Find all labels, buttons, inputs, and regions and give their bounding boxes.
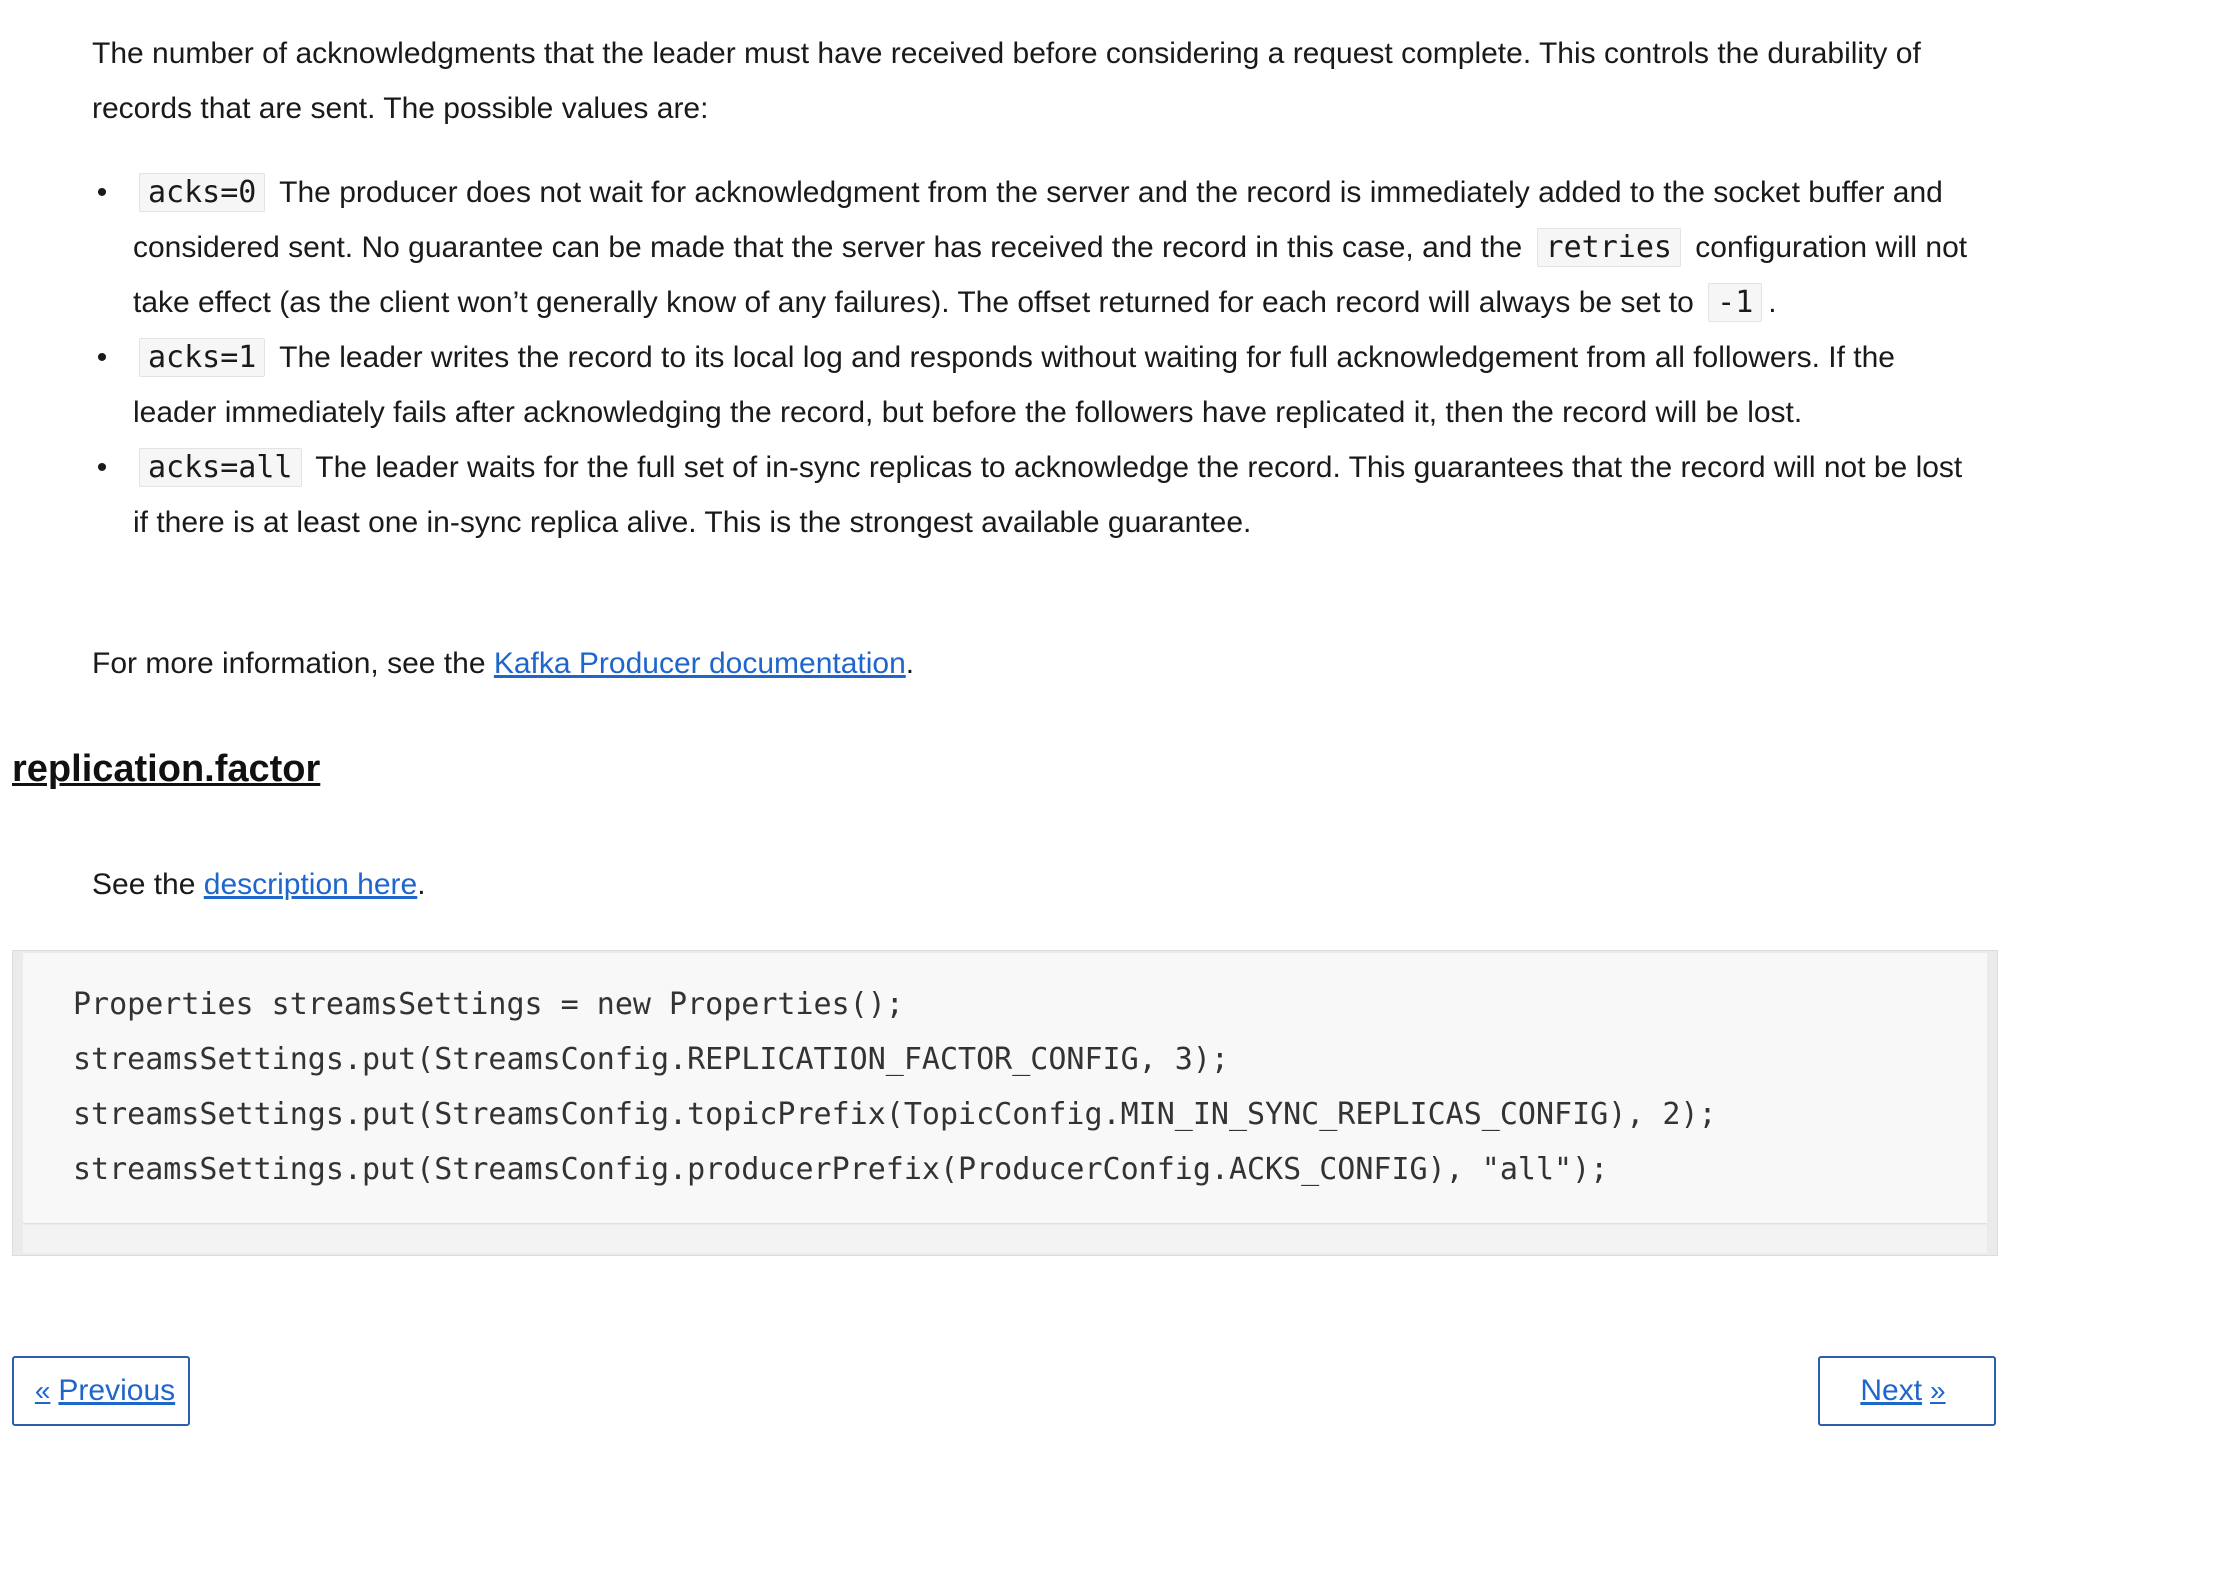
inline-code-acks-1: acks=1 xyxy=(139,338,265,377)
more-info-paragraph xyxy=(92,636,1962,691)
more-info-suffix: . xyxy=(905,647,915,680)
acks-1-description: The leader writes the record to its local log and responds without waiting for full acknowledgement from all followers. If the leader immediately fails after acknowledging the record, but before the followers have replicated it, then the record will be lost. xyxy=(133,341,1895,429)
code-line: streamsSettings.put(StreamsConfig.topicPrefix(TopicConfig.MIN_IN_SYNC_REPLICAS_CONFIG), 2); xyxy=(73,1097,1717,1132)
acks-all-description: The leader waits for the full set of in-sync replicas to acknowledge the record. This guarantees that the record will not be lost if there is at least one in-sync replica alive. This is the strongest available guarantee. xyxy=(133,451,1963,539)
kafka-producer-docs-link[interactable]: Kafka Producer documentation xyxy=(493,647,906,680)
acks-0-description-part1: The producer does not wait for acknowledgment from the server and the record is immediately added to the socket buffer and considered sent. No guarantee can be made that the server has received the record in this case, and the xyxy=(133,176,1943,264)
acks-values-list xyxy=(92,165,1969,550)
inline-code-retries: retries xyxy=(1537,228,1681,267)
acks-0-description-part2: configuration will not take effect (as the client won’t generally know of any failures). The offset returned for each record will always be set to xyxy=(133,231,1968,319)
see-suffix: . xyxy=(417,868,426,901)
bullet-icon: • xyxy=(96,176,108,209)
inline-code-minus-one: -1 xyxy=(1708,283,1762,322)
next-button[interactable] xyxy=(1818,1356,1996,1426)
bullet-icon: • xyxy=(96,341,108,374)
intro-paragraph: The number of acknowledgments that the leader must have received before considering a request complete. This controls the durability of records that are sent. The possible values are: xyxy=(92,37,1921,125)
code-block xyxy=(12,950,1998,1256)
double-chevron-left-icon: « xyxy=(34,1375,51,1406)
section-heading-replication-factor[interactable]: replication.factor xyxy=(12,748,321,790)
next-label: Next xyxy=(1860,1374,1923,1407)
acks-0-description-end: . xyxy=(1768,286,1777,319)
previous-button[interactable] xyxy=(12,1356,190,1426)
see-prefix: See the xyxy=(92,868,196,901)
double-chevron-right-icon: » xyxy=(1930,1375,1946,1406)
inline-code-acks-0: acks=0 xyxy=(139,173,265,212)
code-line: Properties streamsSettings = new Properties(); xyxy=(73,987,904,1022)
code-block-horizontal-scrollbar[interactable] xyxy=(23,1225,1987,1253)
list-item-acks-1 xyxy=(96,330,1969,440)
code-block-body xyxy=(23,953,1987,1224)
description-here-link[interactable]: description here xyxy=(203,868,418,901)
code-line: streamsSettings.put(StreamsConfig.producerPrefix(ProducerConfig.ACKS_CONFIG), "all"); xyxy=(73,1152,1609,1187)
more-info-prefix: For more information, see the xyxy=(92,647,486,680)
list-item-acks-all xyxy=(96,440,1969,550)
see-description-paragraph xyxy=(92,857,1962,912)
previous-label: Previous xyxy=(58,1374,176,1407)
inline-code-acks-all: acks=all xyxy=(139,448,302,487)
bullet-icon: • xyxy=(96,451,108,484)
code-line: streamsSettings.put(StreamsConfig.REPLICATION_FACTOR_CONFIG, 3); xyxy=(73,1042,1229,1077)
list-item-acks-0 xyxy=(96,165,1969,330)
code-listing xyxy=(73,977,1717,1197)
